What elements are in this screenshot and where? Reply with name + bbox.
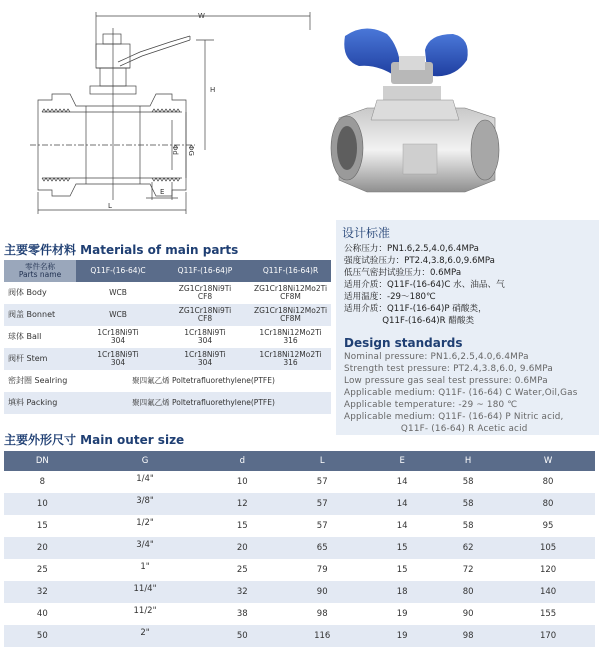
- label-l: L: [108, 202, 112, 210]
- materials-table: [4, 260, 331, 414]
- materials-header-parts: 零件名称 Parts name: [4, 260, 76, 282]
- sizes-header-l: L: [275, 451, 369, 471]
- table-row: 32 11/4" 32 90 18 80 140: [4, 581, 595, 603]
- materials-row-ball: 球体 Ball 1Cr18Ni9Ti 304 1Cr18Ni9Ti 304 1Cr18Ni12Mo2Ti 316: [4, 326, 331, 348]
- table-row: 40 11/2" 38 98 19 90 155: [4, 603, 595, 625]
- sizes-title: 主要外形尺寸 Main outer size: [4, 433, 185, 447]
- sizes-header-d: d: [209, 451, 275, 471]
- materials-header-c: Q11F-(16-64)C: [76, 260, 160, 282]
- materials-header-p: Q11F-(16-64)P: [160, 260, 250, 282]
- label-d: Φd: [171, 145, 179, 155]
- label-h: H: [210, 86, 216, 94]
- table-row: 10 3/8" 12 57 14 58 80: [4, 493, 595, 515]
- materials-row-sealring: 密封圈 Sealring 聚四氟乙烯 Poltetrafluorethylene(PTFE): [4, 370, 331, 392]
- valve-technical-drawing: [0, 0, 330, 222]
- standards-en-title: Design standards: [344, 336, 463, 350]
- materials-row-bonnet: 阀盖 Bonnet WCB ZG1Cr18Ni9Ti CF8 ZG1Cr18Ni12Mo2Ti CF8M: [4, 304, 331, 326]
- sizes-header-g: G: [81, 451, 210, 471]
- label-w: W: [198, 12, 205, 20]
- sizes-header-w: W: [501, 451, 595, 471]
- standards-cn-text: 公称压力：PN1.6,2.5,4.0,6.4MPa 强度试验压力：PT2.4,3.8,6.0,9.6MPa 低压气密封试验压力：0.6MPa 适用介质：Q11F-(16-64)C 水、油品、气 适用温度：-29～180℃ 适用介质：Q11F-(16-64)P 硝酸类， Q11F-(16-64)R 醋酸类: [344, 244, 505, 326]
- table-row: 25 1" 25 79 15 72 120: [4, 559, 595, 581]
- valve-product-photo: [325, 20, 599, 220]
- standards-en-text: Nominal pressure: PN1.6,2.5,4.0,6.4MPa Strength test pressure: PT2.4,3.8,6.0, 9.6MPa Low pressure gas seal test pressure: 0.6MPa Applicable medium: Q11F- (16-64) C Water,Oil,Gas Applicable temperature: -29 ~ 180 ℃ Applicable medium: Q11F- (16-64) P Nitric acid, Q11F- (16-64) R Acetic acid: [344, 352, 578, 434]
- sizes-header-dn: DN: [4, 451, 81, 471]
- sizes-header-e: E: [369, 451, 435, 471]
- materials-row-body: 阀体 Body WCB ZG1Cr18Ni9Ti CF8 ZG1Cr18Ni12Mo2Ti CF8M: [4, 282, 331, 304]
- sizes-table: [4, 451, 595, 647]
- standards-cn-title: 设计标准: [342, 226, 391, 240]
- table-row: 20 3/4" 20 65 15 62 105: [4, 537, 595, 559]
- label-e: E: [160, 188, 165, 196]
- materials-row-stem: 阀杆 Stem 1Cr18Ni9Ti 304 1Cr18Ni9Ti 304 1Cr18Ni12Mo2Ti 316: [4, 348, 331, 370]
- sizes-header-h: H: [435, 451, 501, 471]
- table-row: 50 2" 50 116 19 98 170: [4, 625, 595, 647]
- materials-row-packing: 填料 Packing 聚四氟乙烯 Poltetrafluorethylene(PTFE): [4, 392, 331, 414]
- label-g: ΦG: [187, 145, 195, 156]
- table-row: 8 1/4" 10 57 14 58 80: [4, 471, 595, 493]
- materials-header-r: Q11F-(16-64)R: [250, 260, 331, 282]
- table-row: 15 1/2" 15 57 14 58 95: [4, 515, 595, 537]
- materials-title: 主要零件材料 Materials of main parts: [4, 243, 239, 257]
